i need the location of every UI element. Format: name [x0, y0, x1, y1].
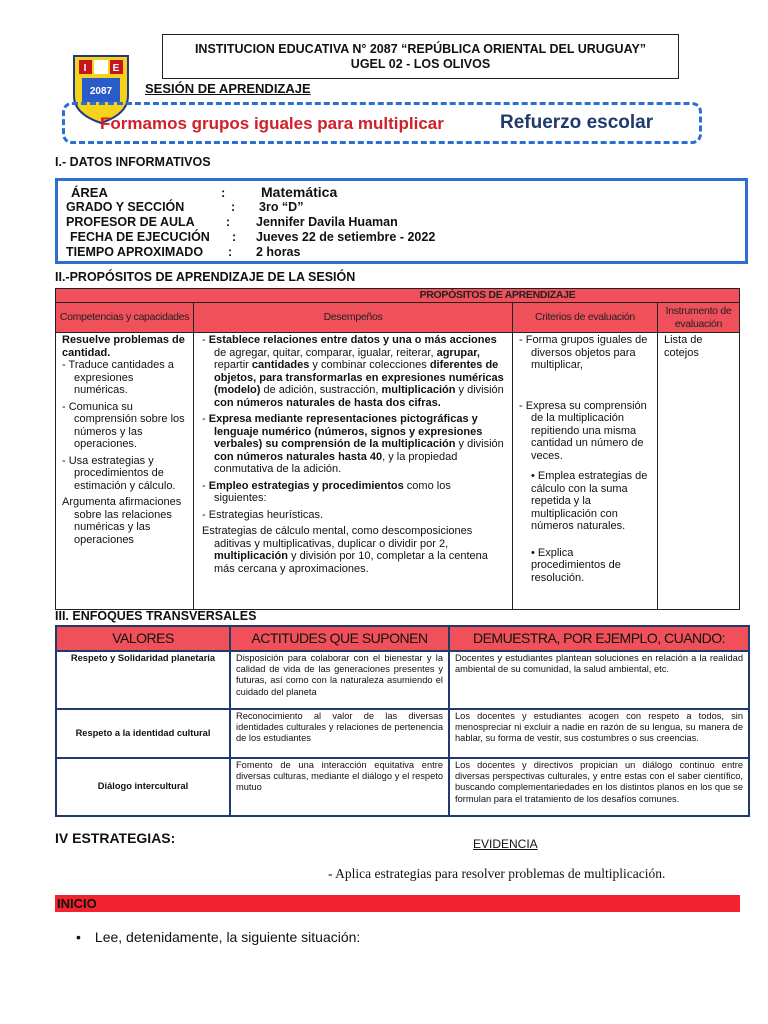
session-subtitle: Refuerzo escolar	[500, 112, 654, 133]
session-label: SESIÓN DE APRENDIZAJE	[145, 81, 311, 96]
instrumento-cell: Lista de cotejos	[658, 333, 740, 610]
section-heading-propositos: II.-PROPÓSITOS DE APRENDIZAJE DE LA SESIÓN	[55, 270, 356, 284]
svg-text:I: I	[83, 63, 87, 74]
actitud: Disposición para colaborar con el bienestar y la calidad de vida de las generaciones presentes y futuras, así como con la naturaleza asumiendo el cuidado del planeta	[230, 651, 449, 709]
school-header	[162, 34, 679, 79]
bullet-icon: •	[76, 929, 81, 945]
colon: :	[228, 245, 233, 259]
datos-value: Jueves 22 de setiembre - 2022	[256, 230, 436, 244]
colon: :	[221, 185, 226, 200]
propositos-banner: PROPÓSITOS DE APRENDIZAJE	[56, 289, 740, 303]
col-header: Instrumento de evaluación	[658, 303, 740, 333]
datos-value: 2 horas	[256, 245, 301, 259]
criterio: • Emplea estrategias de cálculo con la suma repetida y la multiplicación con números naturales.	[531, 470, 648, 532]
col-header: Desempeños	[194, 303, 513, 333]
section-heading-datos: I.- DATOS INFORMATIVOS	[55, 155, 211, 169]
datos-value: Jennifer Davila Huaman	[256, 215, 398, 229]
actitud: Fomento de una interacción equitativa entre diversas culturas, mediante el diálogo y el respeto mutuo	[230, 758, 449, 816]
school-name: INSTITUCION EDUCATIVA N° 2087 “REPÚBLICA ORIENTAL DEL URUGUAY”	[194, 42, 647, 56]
col-header: Criterios de evaluación	[513, 303, 658, 333]
col-header: ACTITUDES QUE SUPONEN	[230, 626, 449, 651]
valor: Diálogo intercultural	[56, 758, 230, 816]
colon: :	[226, 215, 231, 229]
colon: :	[231, 200, 236, 214]
session-title: Formamos grupos iguales para multiplicar	[100, 114, 444, 133]
datos-label: ÁREA	[71, 185, 108, 200]
ugel: UGEL 02 - LOS OLIVOS	[350, 57, 491, 71]
competencia-title: Resuelve problemas de cantidad.	[62, 334, 185, 359]
propositos-table	[55, 288, 740, 610]
evidencia-text: - Aplica estrategias para resolver problemas de multiplicación.	[328, 866, 666, 881]
valor: Respeto a la identidad cultural	[56, 709, 230, 758]
datos-label: FECHA DE EJECUCIÓN	[70, 230, 210, 244]
capacidad: - Traduce cantidades a expresiones numéricas.	[62, 359, 174, 396]
col-header: VALORES	[56, 626, 230, 651]
capacidad: - Usa estrategias y procedimientos de estimación y cálculo.	[62, 454, 176, 492]
section-heading-estrategias: IV ESTRATEGIAS:	[55, 830, 176, 846]
svg-text:E: E	[112, 63, 120, 74]
criterios-cell: - Forma grupos iguales de diversos objetos para multiplicar, - Expresa su comprensión de la multiplicación repitiendo una misma cantidad un número de veces. • Emplea estrategias de cálculo con la suma repetida y la multiplicación con números naturales. • Explica procedimientos de resolución.	[513, 333, 658, 610]
demuestra: Los docentes y estudiantes acogen con respeto a todos, sin menospreciar ni excluir a nadie en razón de su lengua, su manera de hablar, su forma de vestir, sus costumbres o sus creencias.	[449, 709, 749, 758]
inicio-bar: INICIO	[55, 895, 740, 912]
enfoques-table	[55, 625, 750, 817]
datos-label: GRADO Y SECCIÓN	[66, 200, 185, 214]
valor: Respeto y Solidaridad planetaria	[56, 651, 230, 709]
capacidad: - Comunica su comprensión sobre los números y las operaciones.	[62, 400, 185, 450]
demuestra: Docentes y estudiantes plantean soluciones en relación a la realidad ambiental de su comunidad, la salud ambiental, etc.	[449, 651, 749, 709]
section-heading-enfoques: III. ENFOQUES TRANSVERSALES	[55, 609, 257, 623]
col-header: DEMUESTRA, POR EJEMPLO, CUANDO:	[449, 626, 749, 651]
actitud: Reconocimiento al valor de las diversas identidades culturales y relaciones de pertenencia de los estudiantes	[230, 709, 449, 758]
capacidad: Argumenta afirmaciones sobre las relaciones numéricas y las operaciones	[62, 496, 182, 546]
evidencia-label: EVIDENCIA	[473, 837, 538, 851]
datos-box	[55, 178, 748, 264]
bullet-text: Lee, detenidamente, la siguiente situación:	[94, 929, 361, 945]
col-header: Competencias y capacidades	[56, 303, 194, 333]
datos-value: Matemática	[261, 184, 338, 200]
svg-text:2087: 2087	[89, 86, 113, 97]
desempenos-cell: - Establece relaciones entre datos y una o más acciones de agregar, quitar, comparar, igualar, reiterar, agrupar, repartir cantidades y combinar colecciones diferentes de objetos, para transformarlas en expresiones numéricas (modelo) de adición, sustracción, multiplicación y división con números naturales de hasta dos cifras. - Expresa mediante representaciones pictográficas y lenguaje numérico (números, signos y expresiones verbales) su comprensión de la multiplicación y división con números naturales hasta 40, y la propiedad conmutativa de la adición. - Empleo estrategias y procedimientos como los siguientes: - Estrategias heurísticas. Estrategias de cálculo mental, como descomposiciones aditivas y multiplicativas, duplicar o dividir por 2, multiplicación y división por 10, completar a la centena más cercana y aproximaciones.	[194, 333, 513, 610]
datos-label: PROFESOR DE AULA	[66, 215, 195, 229]
criterio: • Explica procedimientos de resolución.	[531, 546, 621, 584]
datos-label: TIEMPO APROXIMADO	[66, 245, 204, 259]
competencias-cell	[56, 333, 194, 610]
colon: :	[232, 230, 237, 244]
datos-value: 3ro “D”	[259, 200, 304, 214]
bullet-item	[76, 929, 360, 945]
demuestra: Los docentes y directivos propician un diálogo continuo entre diversas perspectivas culturales, y entre estas con el saber científico, buscando complementariedades en los distintos planos en los que se formulan para el tratamiento de los desafíos comunes.	[449, 758, 749, 816]
